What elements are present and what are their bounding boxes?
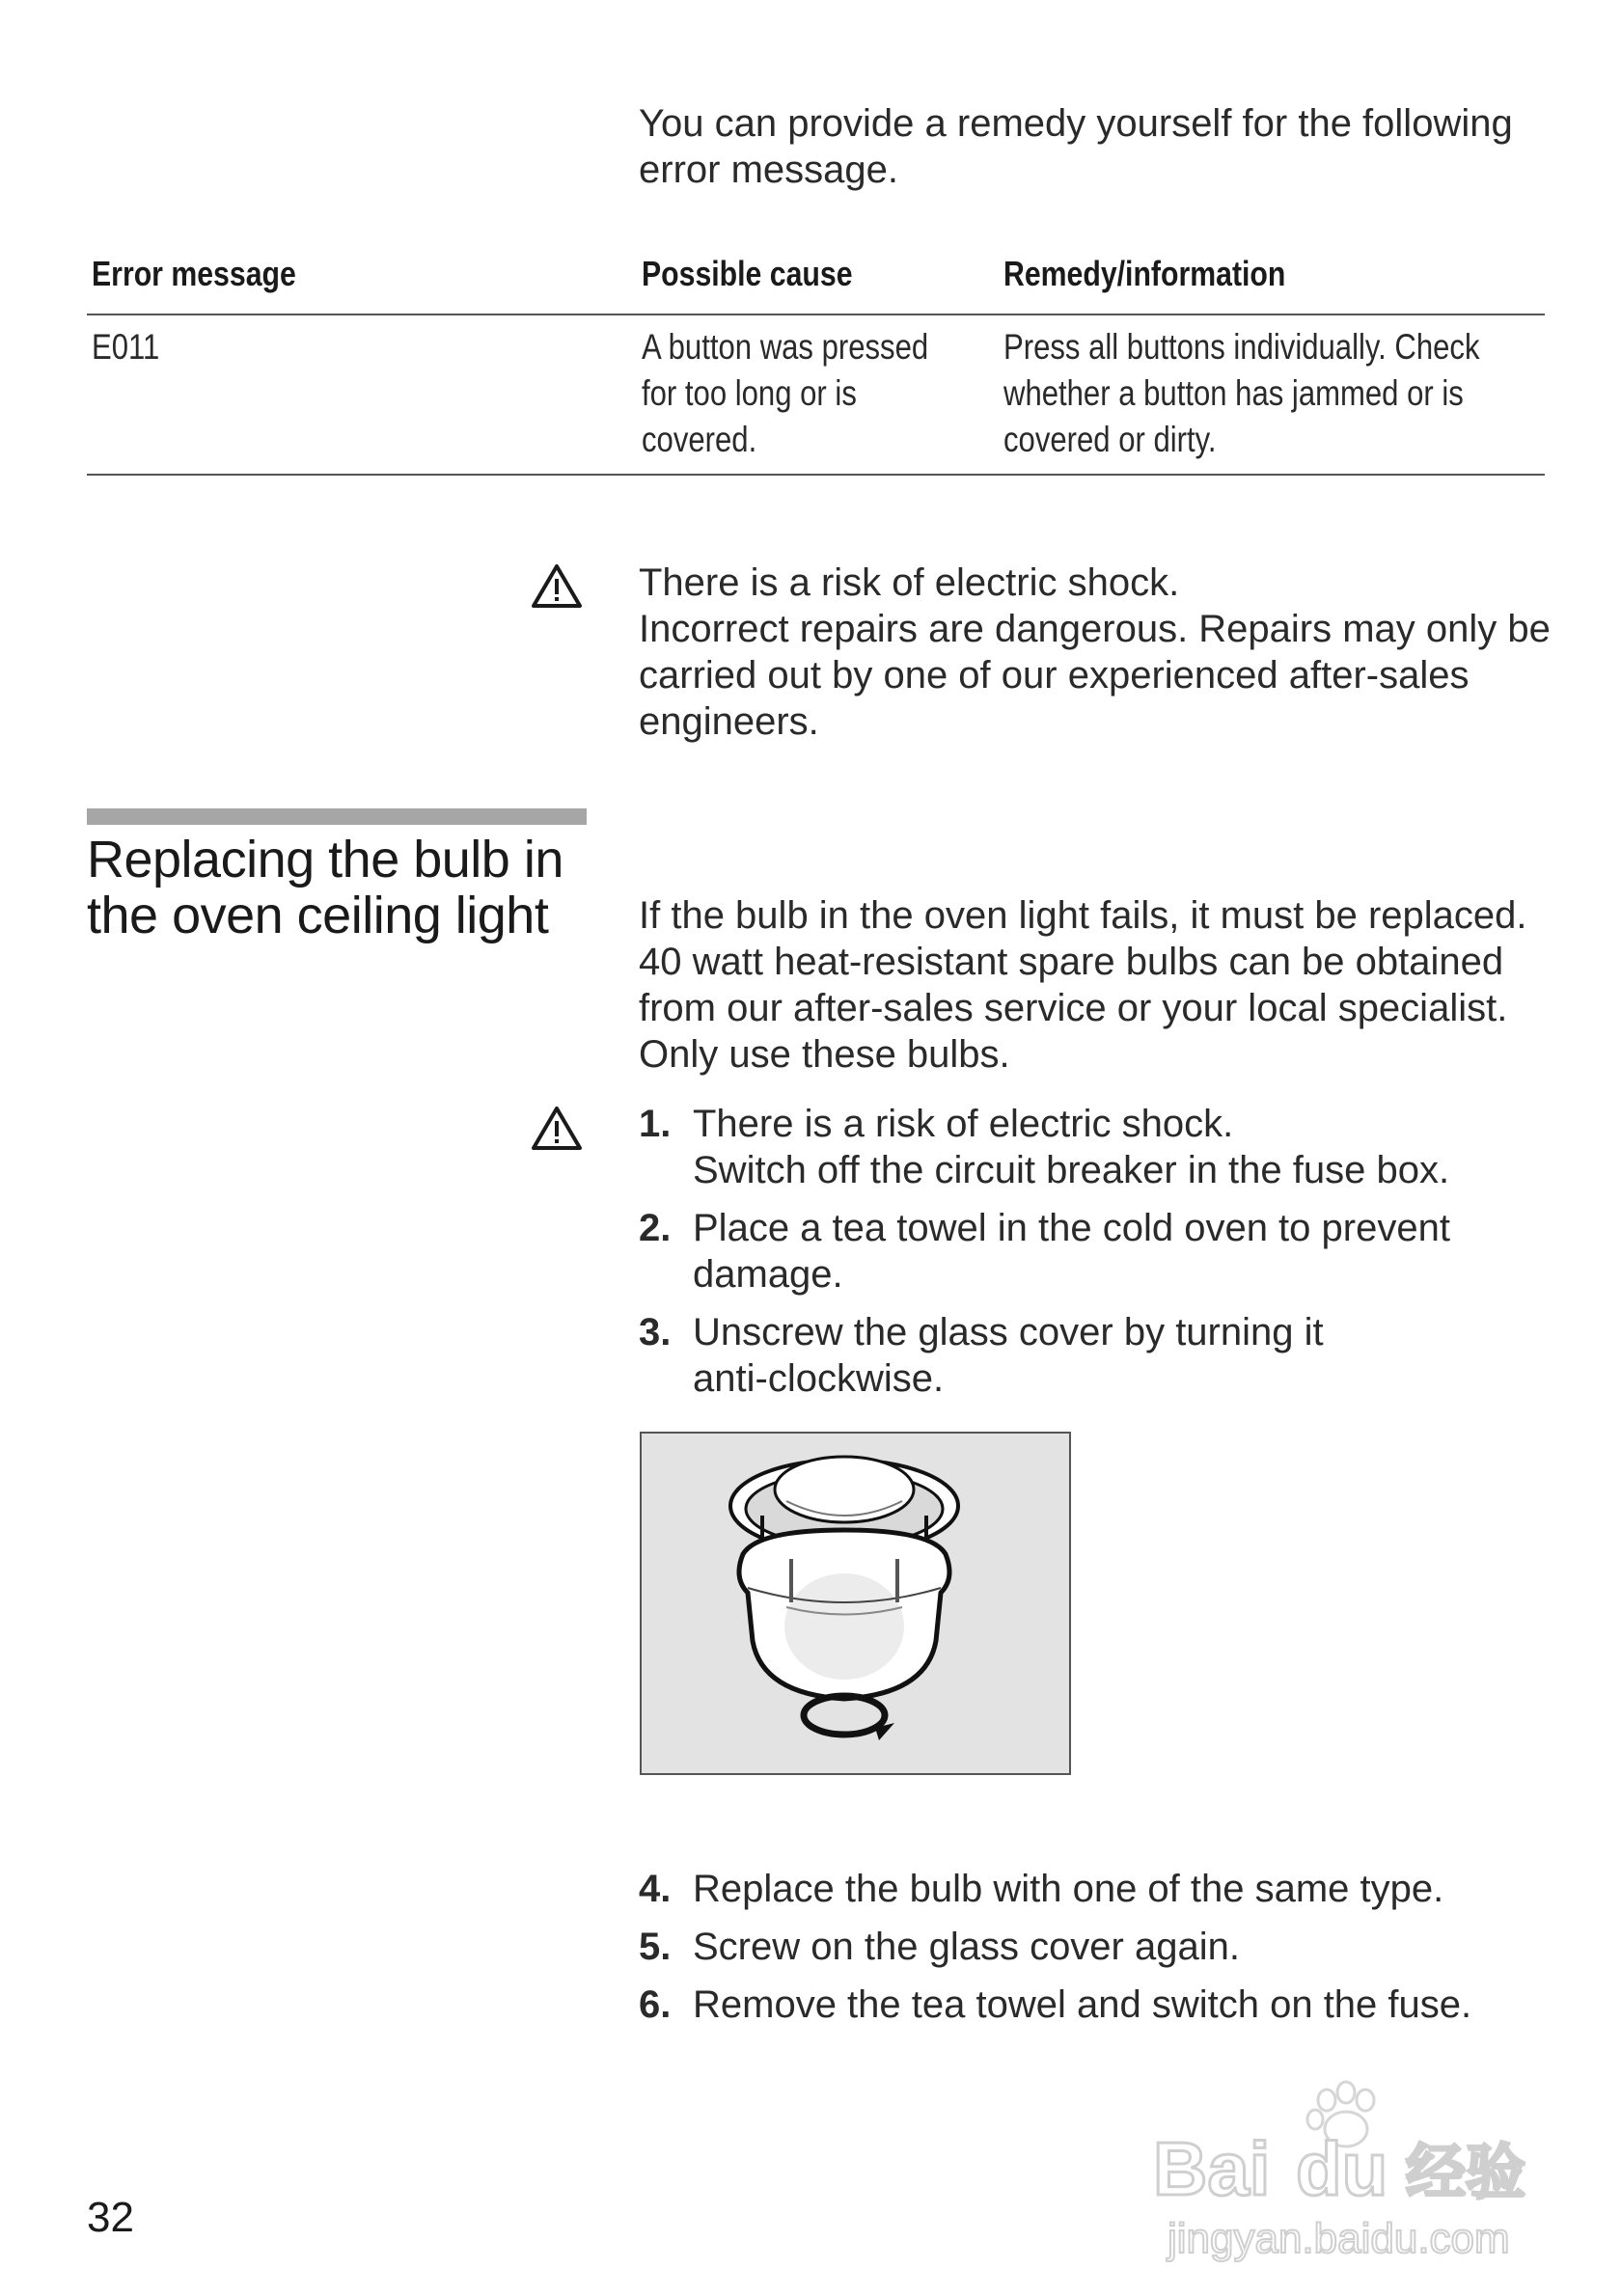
svg-text:Bai: Bai <box>1153 2126 1271 2211</box>
step-number: 4. <box>639 1868 672 1910</box>
svg-text:du: du <box>1296 2126 1388 2211</box>
warning-text <box>639 560 1565 745</box>
step-number: 1. <box>639 1103 672 1145</box>
warning-line: Incorrect repairs are dangerous. Repairs may only be carried out by one of our experienced after-sales engineers. <box>639 608 1551 743</box>
table-cell-remedy: Press all buttons individually. Check whether a button has jammed or is covered or dirty. <box>1003 327 1480 459</box>
step-item <box>639 1101 1565 1193</box>
step-item <box>639 1924 1565 1970</box>
table-header-divider <box>87 314 1545 315</box>
section-title: Replacing the bulb in the oven ceiling light <box>87 831 563 944</box>
step-item <box>639 1866 1565 1912</box>
step-number: 6. <box>639 1983 672 2026</box>
step-number: 5. <box>639 1926 672 1968</box>
svg-text:jingyan.baidu.com: jingyan.baidu.com <box>1168 2215 1510 2262</box>
section-bar <box>87 808 587 825</box>
baidu-jingyan-watermark <box>1153 2079 1558 2272</box>
glass-cover-drawing <box>642 1434 1069 1773</box>
step-line: Switch off the circuit breaker in the fuse box. <box>693 1149 1450 1191</box>
bulb-cover-illustration <box>640 1432 1071 1775</box>
step-number: 3. <box>639 1311 672 1353</box>
section-intro: If the bulb in the oven light fails, it must be replaced. 40 watt heat-resistant spare bulbs can be obtained from our after-sales service or your local specialist. Only use these bulbs. <box>639 894 1527 1076</box>
step-item <box>639 1205 1565 1298</box>
table-cell-cause: A button was pressed for too long or is covered. <box>642 327 929 459</box>
page-number: 32 <box>87 2194 134 2241</box>
svg-text:经验: 经验 <box>1406 2137 1526 2207</box>
table-cell-error-code: E011 <box>92 327 160 367</box>
warning-line: There is a risk of electric shock. <box>639 561 1180 604</box>
step-item <box>639 1309 1565 1402</box>
warning-triangle-icon <box>531 1105 583 1151</box>
steps-list-1 <box>639 1101 1565 1413</box>
table-header-remedy: Remedy/information <box>1003 254 1286 293</box>
steps-list-2 <box>639 1866 1565 2039</box>
warning-triangle-icon <box>531 562 583 609</box>
step-line: Screw on the glass cover again. <box>693 1926 1240 1968</box>
intro-text: You can provide a remedy yourself for the following error message. <box>639 102 1513 191</box>
step-line: Replace the bulb with one of the same type. <box>693 1868 1444 1910</box>
step-line: Place a tea towel in the cold oven to prevent damage. <box>693 1207 1450 1296</box>
table-bottom-divider <box>87 474 1545 476</box>
step-line: There is a risk of electric shock. <box>693 1103 1234 1145</box>
step-line: Unscrew the glass cover by turning it anti-clockwise. <box>693 1311 1324 1400</box>
step-item <box>639 1982 1565 2028</box>
step-number: 2. <box>639 1207 672 1249</box>
table-header-possible-cause: Possible cause <box>642 254 853 293</box>
table-header-error-message: Error message <box>92 254 296 293</box>
step-line: Remove the tea towel and switch on the fuse. <box>693 1983 1472 2026</box>
